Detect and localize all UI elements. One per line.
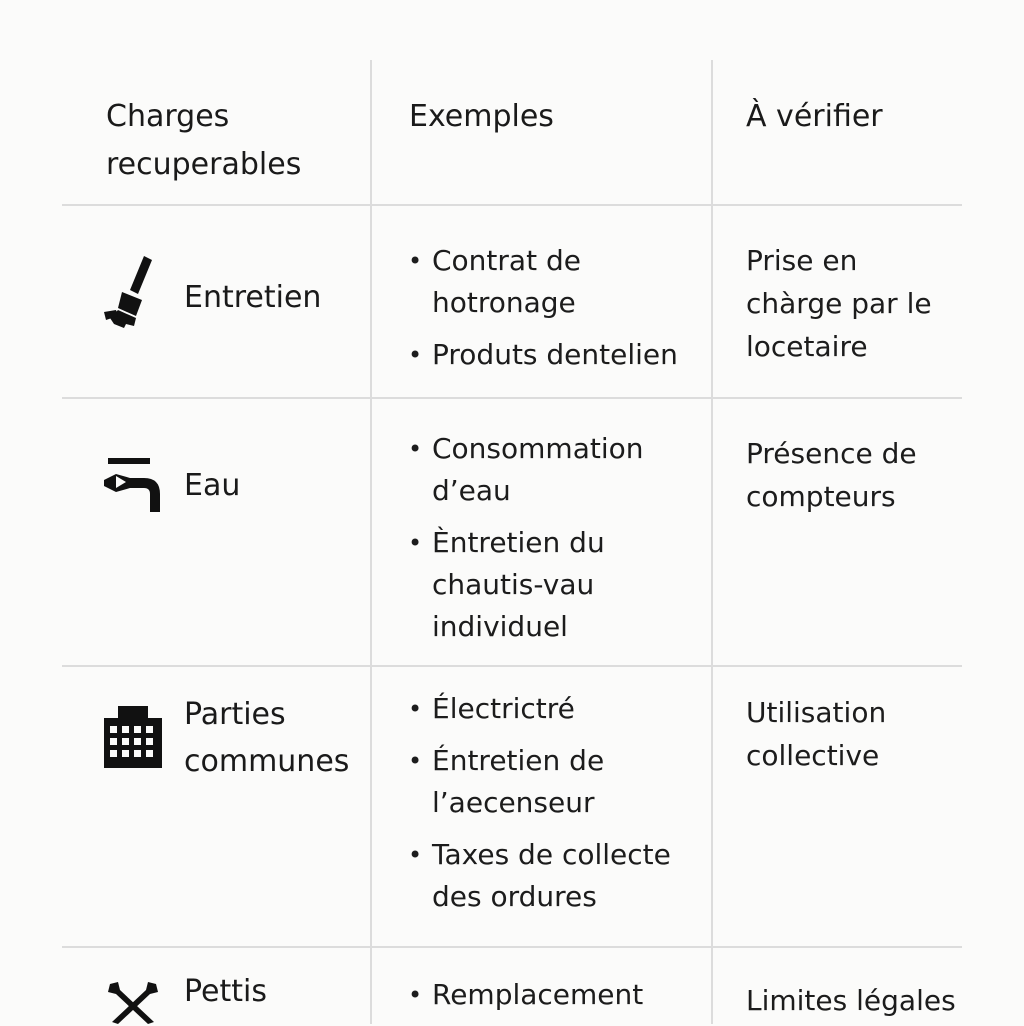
header-verify: À vérifier (746, 99, 883, 134)
category-label: Parties communes (184, 697, 350, 779)
row-divider (62, 665, 962, 667)
header-examples: Exemples (409, 99, 554, 134)
category-label: Entretien (184, 280, 322, 315)
row-divider (62, 946, 962, 948)
examples-list (408, 428, 698, 658)
tools-icon (104, 980, 162, 1024)
verify-text: Limites légales (746, 984, 956, 1017)
row-divider (62, 397, 962, 399)
examples-list (408, 688, 698, 928)
broom-icon (100, 254, 158, 330)
row-divider (62, 204, 962, 206)
list-item: • Remplacement (408, 974, 698, 1016)
list-item: • Produts dentelien (408, 334, 698, 376)
examples-list (408, 974, 698, 1026)
list-item: • Électrictré (408, 688, 698, 730)
verify-text: Prise en chàrge par le locetaire (746, 244, 932, 363)
faucet-icon (102, 456, 164, 514)
list-item: • Consommation d’eau (408, 428, 698, 512)
examples-list (408, 240, 698, 386)
list-item: • Éntretien de l’aecenseur (408, 740, 698, 824)
list-item: • Èntretien du chautis-vau individuel (408, 522, 698, 648)
verify-text: Présence de compteurs (746, 437, 917, 513)
verify-text: Utilisation collective (746, 696, 887, 772)
list-item: • Contrat de hotronage (408, 240, 698, 324)
list-item: • Taxes de collecte des ordures (408, 834, 698, 918)
building-icon (104, 706, 162, 768)
category-label: Eau (184, 468, 241, 503)
category-label: Pettis (184, 974, 267, 1009)
header-charges: Charges recuperables (106, 99, 302, 182)
